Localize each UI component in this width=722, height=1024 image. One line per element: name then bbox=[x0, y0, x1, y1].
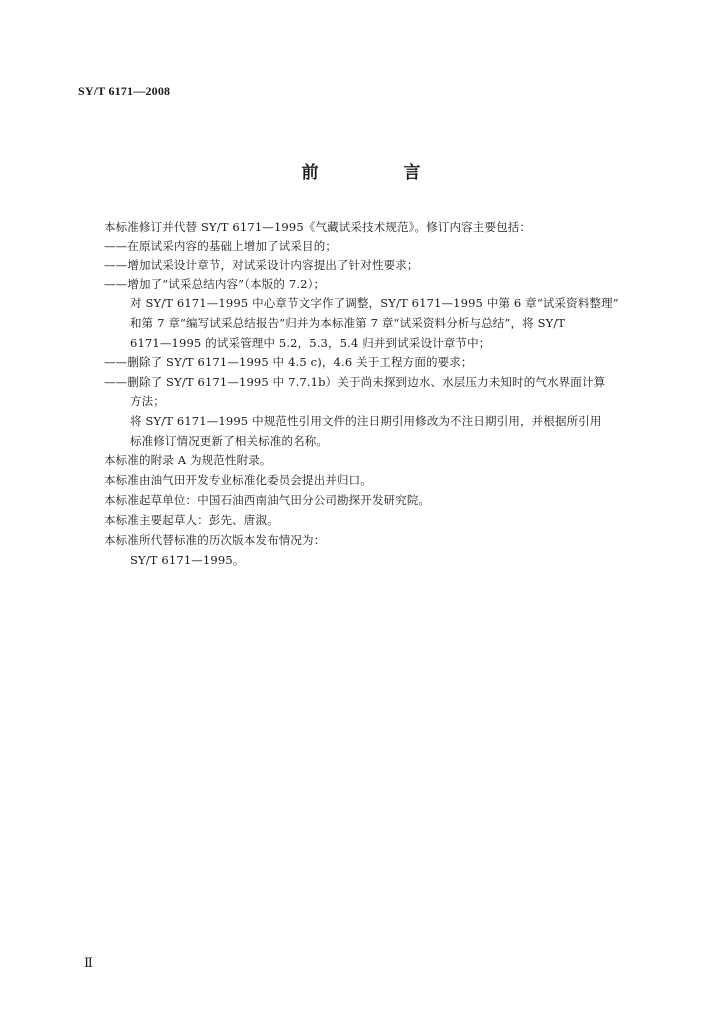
paragraph-line: 6171—1995 的试采管理中 5.2，5.3，5.4 归并到试采设计章节中； bbox=[130, 336, 491, 350]
paragraph: 本标准所代替标准的历次版本发布情况为： bbox=[104, 533, 326, 547]
list-item: ——增加试采设计章节，对试采设计内容提出了针对性要求； bbox=[104, 258, 419, 272]
paragraph-line: SY/T 6171—1995。 bbox=[130, 553, 245, 567]
paragraph-line: 将 SY/T 6171—1995 中规范性引用文件的注日期引用修改为不注日期引用，并根据所引用 bbox=[130, 414, 602, 428]
paragraph: 本标准起草单位：中国石油西南油气田分公司勘探开发研究院。 bbox=[104, 493, 431, 507]
paragraph-line: 标准修订情况更新了相关标准的名称。 bbox=[130, 434, 329, 448]
paragraph: 本标准由油气田开发专业标准化委员会提出并归口。 bbox=[104, 473, 372, 487]
list-item: ——删除了 SY/T 6171—1995 中 7.7.1b）关于尚未探到边水、水层压力未知时的气水界面计算 bbox=[104, 375, 606, 389]
list-item: ——在原试采内容的基础上增加了试采目的； bbox=[104, 239, 337, 253]
paragraph-line: 方法； bbox=[130, 394, 165, 408]
list-item: ——增加了“试采总结内容”（本版的 7.2）； bbox=[104, 277, 326, 291]
page-title: 前 言 bbox=[301, 163, 455, 183]
standard-code: SY/T 6171—2008 bbox=[78, 84, 171, 98]
paragraph: 本标准的附录 A 为规范性附录。 bbox=[104, 453, 272, 467]
paragraph-line: 对 SY/T 6171—1995 中心章节文字作了调整，SY/T 6171—1995 中第 6 章“试采资料整理” bbox=[130, 296, 619, 310]
list-item: ——删除了 SY/T 6171—1995 中 4.5 c)，4.6 关于工程方面的要求； bbox=[104, 355, 473, 369]
paragraph-intro: 本标准修订并代替 SY/T 6171—1995《气藏试采技术规范》。修订内容主要包括： bbox=[104, 220, 532, 234]
page-number: Ⅱ bbox=[84, 955, 93, 970]
paragraph: 本标准主要起草人：彭先、唐淑。 bbox=[104, 513, 279, 527]
paragraph-line: 和第 7 章“编写试采总结报告”归并为本标准第 7 章“试采资料分析与总结”，将 SY/T bbox=[130, 316, 566, 330]
